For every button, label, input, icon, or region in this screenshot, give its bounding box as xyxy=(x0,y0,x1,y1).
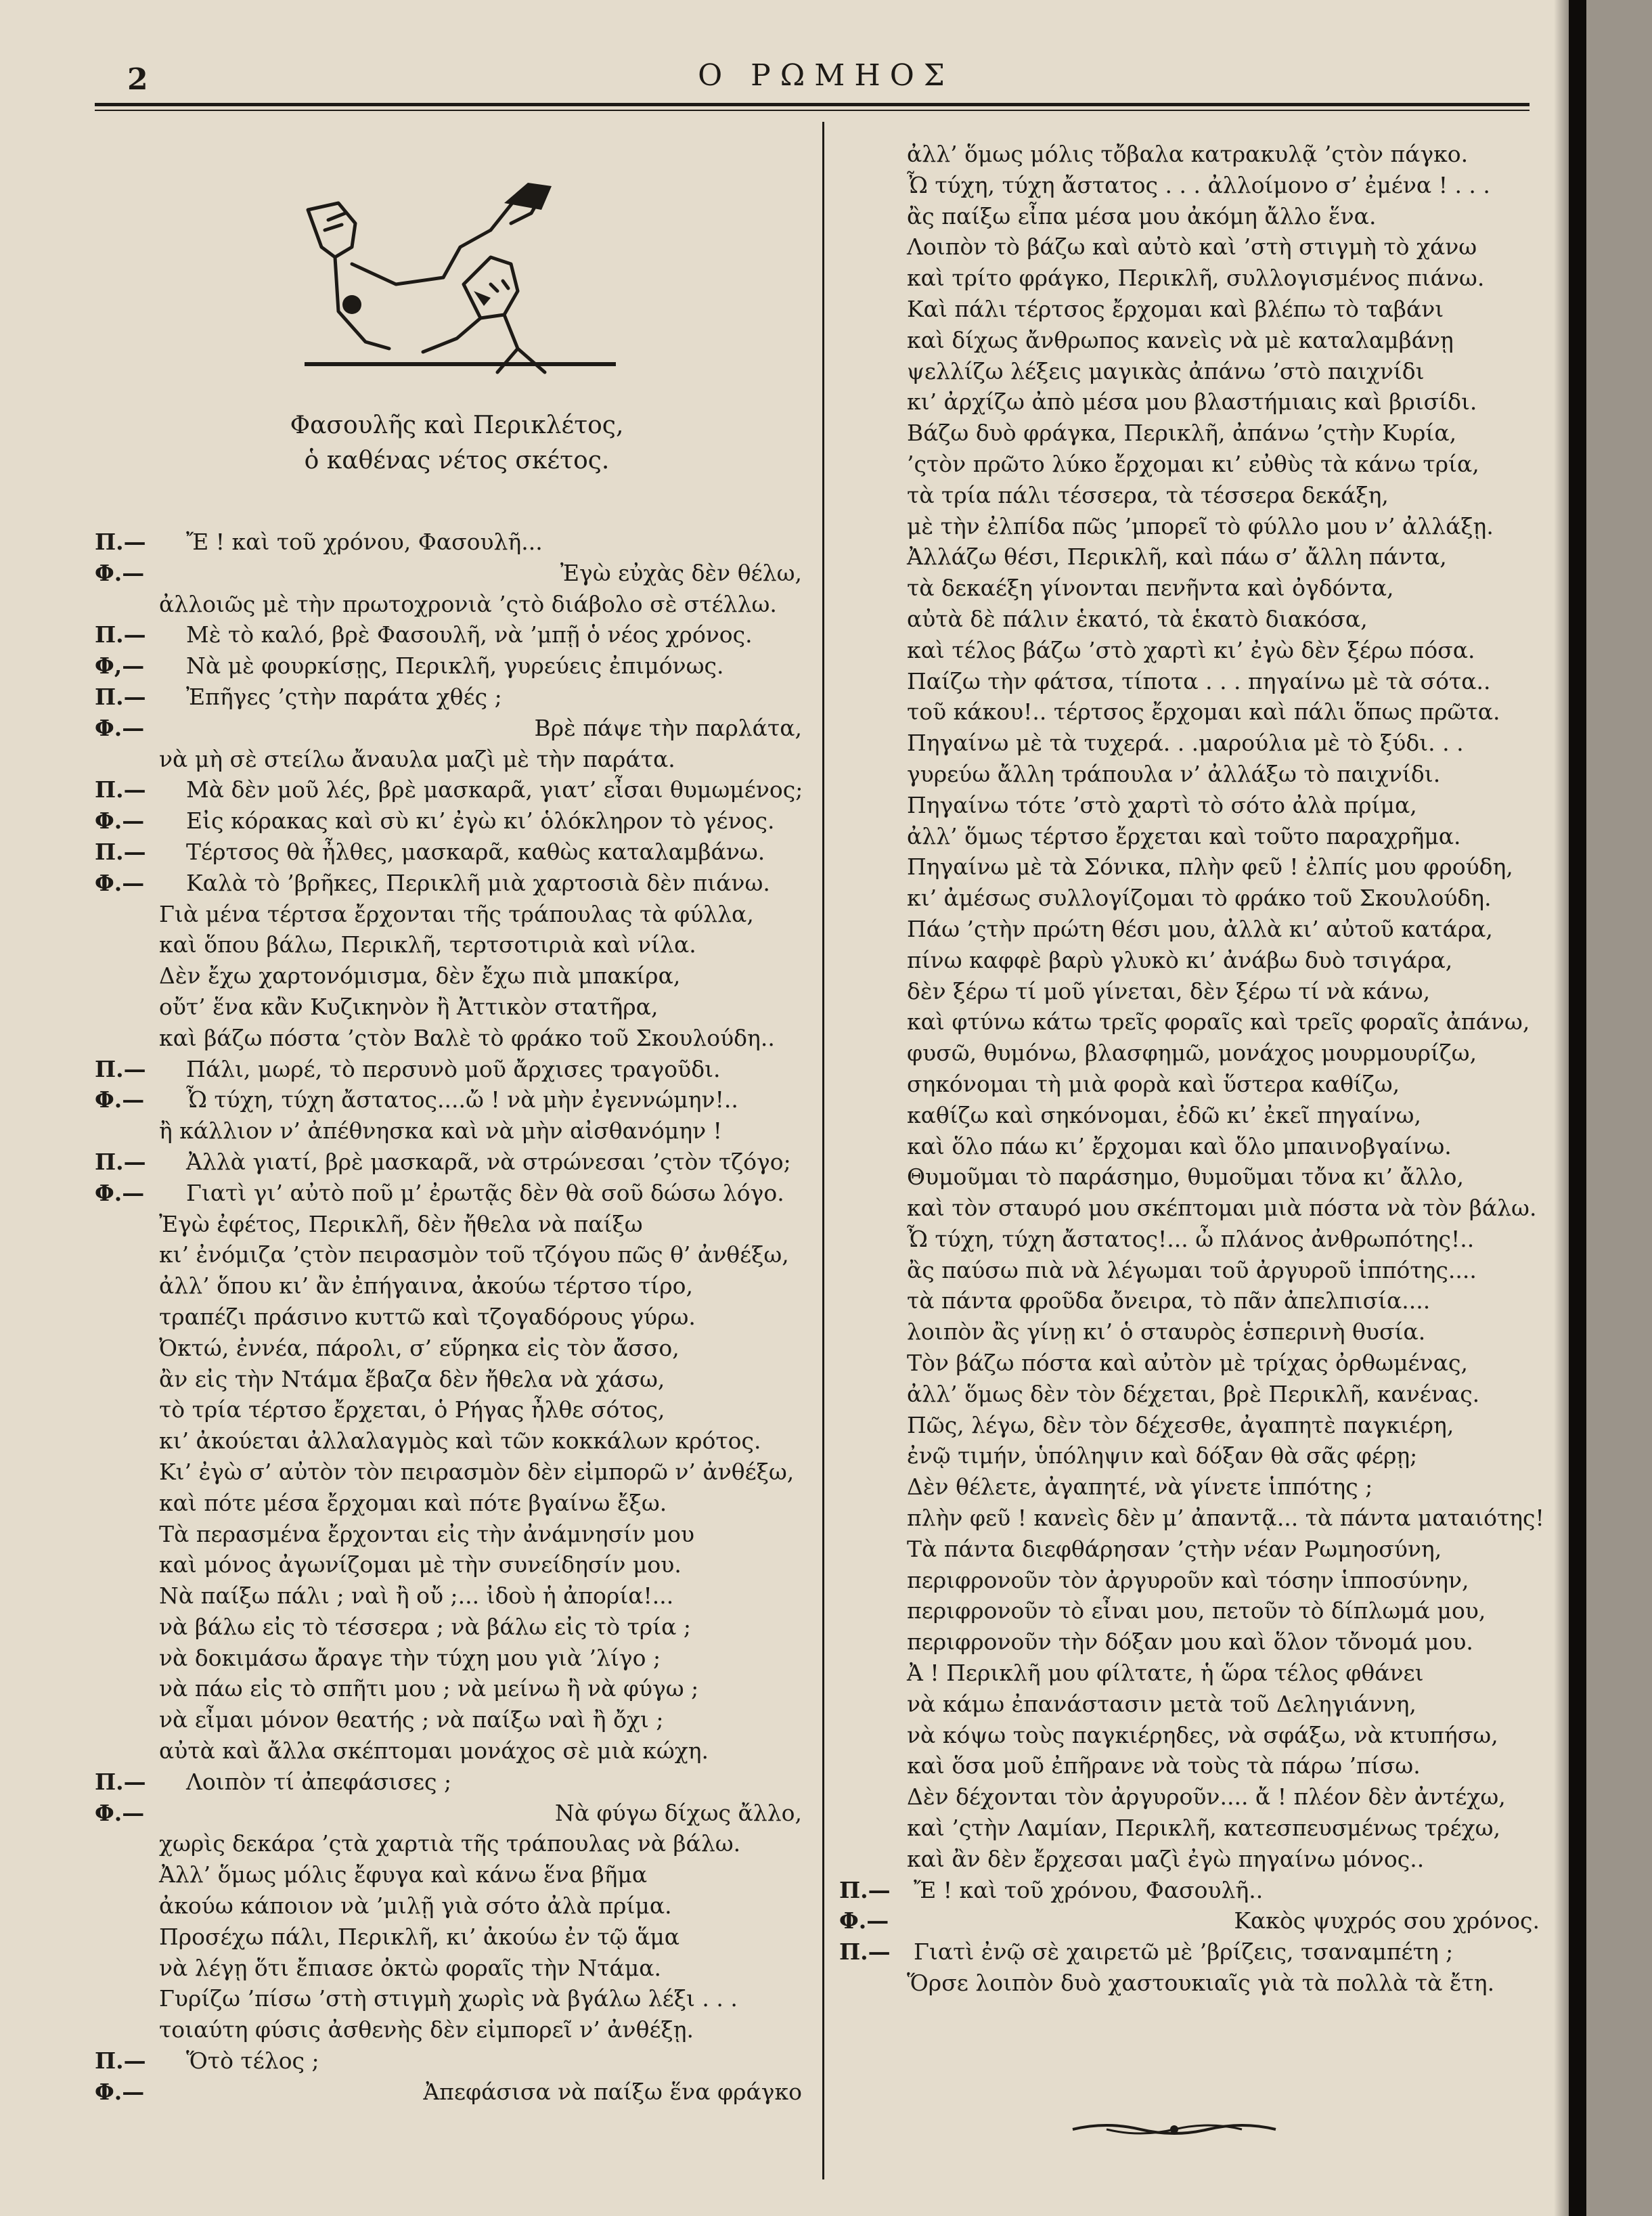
dialogue-line xyxy=(95,1643,809,1674)
dialogue-text: Πάλι, μωρέ, τὸ περσυνὸ μοῦ ἄρχισες τραγοῦδι. xyxy=(186,1055,721,1082)
dialogue-line xyxy=(839,1131,1546,1162)
dialogue-line xyxy=(95,1239,809,1270)
dialogue-line xyxy=(95,1612,809,1643)
dialogue-line xyxy=(839,170,1546,201)
dialogue-line xyxy=(95,1890,809,1922)
dialogue-line xyxy=(839,1905,1546,1936)
dialogue-text: οὔτ’ ἕνα κἂν Κυζικηνὸν ἢ Ἀττικὸν στατῆρα, xyxy=(159,993,658,1020)
dialogue-line xyxy=(839,759,1546,790)
cartoon-illustration xyxy=(288,183,619,406)
dialogue-line xyxy=(839,541,1546,573)
dialogue-line xyxy=(839,1348,1546,1379)
dialogue-line xyxy=(95,1673,809,1704)
dialogue-line xyxy=(839,449,1546,480)
dialogue-line xyxy=(839,1750,1546,1781)
speaker-label: Π.— xyxy=(95,1768,146,1795)
dialogue-line xyxy=(839,1658,1546,1689)
dialogue-text: Ἐγὼ εὐχὰς δὲν θέλω, xyxy=(560,559,802,586)
dialogue-text: Νὰ μὲ φουρκίσῃς, Περικλῆ, γυρεύεις ἐπιμόνως. xyxy=(186,652,724,680)
dialogue-line xyxy=(839,1936,1546,1968)
speaker-label: Π.— xyxy=(95,1055,146,1082)
dialogue-text: Δὲν θέλετε, ἀγαπητέ, νὰ γίνετε ἱππότης ; xyxy=(907,1473,1373,1501)
dialogue-text: Καλὰ τὸ ’βρῆκες, Περικλῆ μιὰ χαρτοσιὰ δὲν πιάνω. xyxy=(186,869,770,896)
dialogue-line xyxy=(95,1425,809,1457)
column-divider xyxy=(822,122,824,2179)
left-column-dialogue xyxy=(95,527,809,2108)
dialogue-text: ἀκούω κάποιον νὰ ’μιλῇ γιὰ σότο ἀλὰ πρίμα. xyxy=(159,1892,672,1920)
dialogue-line xyxy=(839,356,1546,387)
dialogue-text: κι’ ἀμέσως συλλογίζομαι τὸ φράκο τοῦ Σκουλούδη. xyxy=(907,885,1492,912)
dialogue-text: τὰ τρία πάλι τέσσερα, τὰ τέσσερα δεκάξη, xyxy=(907,481,1389,508)
dialogue-text: τραπέζι πράσινο κυττῶ καὶ τζογαδόρους γύρω. xyxy=(159,1303,696,1330)
illustration-baseline xyxy=(305,362,616,366)
dialogue-line xyxy=(839,1534,1546,1565)
dialogue-line xyxy=(839,821,1546,852)
dialogue-text: Ὦ τύχη, τύχη ἄστατος....ὤ ! νὰ μὴν ἐγεννώμην!.. xyxy=(186,1086,738,1113)
dialogue-line xyxy=(839,1781,1546,1813)
dialogue-line xyxy=(95,1457,809,1488)
dialogue-text: Τέρτσος θὰ ἦλθες, μασκαρᾶ, καθὼς καταλαμβάνω. xyxy=(186,838,765,865)
dialogue-line xyxy=(95,1922,809,1953)
illustration-caption-line2: ὁ καθένας νέτος σκέτος. xyxy=(304,447,610,474)
dialogue-text: Καὶ πάλι τέρτσος ἔρχομαι καὶ βλέπω τὸ ταβάνι xyxy=(907,295,1444,322)
dialogue-text: καὶ μόνος ἀγωνίζομαι μὲ τὴν συνείδησίν μου. xyxy=(159,1551,682,1578)
dialogue-text: Ὀκτώ, ἐννέα, πάρολι, σ’ εὕρηκα εἰς τὸν ἄσσο, xyxy=(159,1334,679,1361)
dialogue-line xyxy=(95,1735,809,1767)
dialogue-line xyxy=(839,883,1546,914)
dialogue-line xyxy=(95,1767,809,1798)
dialogue-text: καὶ τὸν σταυρό μου σκέπτομαι μιὰ πόστα νὰ τὸν βάλω. xyxy=(907,1195,1537,1222)
dialogue-text: πλὴν φεῦ ! κανεὶς δὲν μ’ ἀπαντᾷ... τὰ πάντα ματαιότης! xyxy=(907,1505,1544,1532)
dialogue-text: καὶ τρίτο φράγκο, Περικλῆ, συλλογισμένος πιάνω. xyxy=(907,265,1485,292)
dialogue-line xyxy=(839,1410,1546,1441)
dialogue-line xyxy=(95,1549,809,1580)
dialogue-line xyxy=(839,1626,1546,1658)
dialogue-line xyxy=(839,480,1546,511)
dialogue-text: καὶ δίχως ἄνθρωπος κανεὶς νὰ μὲ καταλαμβάνῃ xyxy=(907,326,1454,353)
dialogue-text: Τὸν βάζω πόστα καὶ αὐτὸν μὲ τρίχας ὀρθωμένας, xyxy=(907,1350,1468,1377)
dialogue-line xyxy=(95,1394,809,1425)
dialogue-text: Βάζω δυὸ φράγκα, Περικλῆ, ἀπάνω ’ςτὴν Κυρία, xyxy=(907,420,1457,447)
speaker-label: Φ.— xyxy=(839,1907,889,1934)
dialogue-text: Πῶς, λέγω, δὲν τὸν δέχεσθε, ἀγαπητὲ παγκιέρη, xyxy=(907,1411,1454,1438)
dialogue-text: πίνω καφφὲ βαρὺ γλυκὸ κι’ ἀνάβω δυὸ τσιγάρα, xyxy=(907,946,1453,973)
dialogue-text: Βρὲ πάψε τὴν παρλάτα, xyxy=(534,714,802,741)
dialogue-line xyxy=(95,682,809,713)
dialogue-line xyxy=(839,1875,1546,1906)
dialogue-text: ἀλλ’ ὅμως μόλις τὄβαλα κατρακυλᾷ ’ςτὸν πάγκο. xyxy=(907,141,1469,167)
dialogue-text: ἂς παίξω εἶπα μέσα μου ἀκόμη ἄλλο ἕνα. xyxy=(907,202,1377,229)
dialogue-text: καὶ πότε μέσα ἔρχομαι καὶ πότε βγαίνω ἔξω. xyxy=(159,1489,667,1516)
dialogue-line xyxy=(95,1364,809,1395)
dialogue-text: κι’ ἀκούεται ἀλλαλαγμὸς καὶ τῶν κοκκάλων κρότος. xyxy=(159,1427,761,1455)
dialogue-line xyxy=(839,263,1546,294)
speaker-label: Π.— xyxy=(95,776,146,803)
dialogue-text: αὐτὰ δὲ πάλιν ἑκατό, τὰ ἑκατὸ διακόσα, xyxy=(907,605,1368,632)
dialogue-line xyxy=(95,1519,809,1550)
dialogue-line xyxy=(95,1828,809,1859)
page-binding xyxy=(1569,0,1586,2216)
speaker-label: Π.— xyxy=(95,621,146,648)
page-number: 2 xyxy=(127,62,148,97)
dialogue-text: Μὰ δὲν μοῦ λές, βρὲ μασκαρᾶ, γιατ’ εἶσαι θυμωμένος; xyxy=(186,776,803,803)
dialogue-line xyxy=(95,650,809,682)
dialogue-line xyxy=(95,1115,809,1147)
dialogue-text: καθίζω καὶ σηκόνομαι, ἐδῶ κι’ ἐκεῖ πηγαίνω, xyxy=(907,1101,1421,1128)
dialogue-line xyxy=(95,619,809,650)
dialogue-text: Τὰ περασμένα ἔρχονται εἰς τὴν ἀνάμνησίν μου xyxy=(159,1520,695,1547)
speaker-label: Φ.— xyxy=(95,714,145,741)
dialogue-line xyxy=(95,1023,809,1054)
dialogue-text: περιφρονοῦν τὴν δόξαν μου καὶ ὅλον τὄνομά μου. xyxy=(907,1628,1473,1656)
dialogue-line xyxy=(95,2045,809,2077)
dialogue-text: Ὦ τύχη, τύχη ἄστατος . . . ἀλλοίμονο σ’ ἐμένα ! . . . xyxy=(907,171,1490,198)
dialogue-line xyxy=(95,1798,809,1829)
dialogue-line xyxy=(839,1440,1546,1471)
dialogue-text: Ἔ ! καὶ τοῦ χρόνου, Φασουλῆ... xyxy=(186,529,543,555)
dialogue-text: ’ςτὸν πρῶτο λύκο ἔρχομαι κι’ εὐθὺς τὰ κάνω τρία, xyxy=(907,450,1479,477)
dialogue-text: καὶ τέλος βάζω ’στὸ χαρτὶ κι’ ἐγὼ δὲν ξέρω πόσα. xyxy=(907,636,1475,663)
dialogue-text: ψελλίζω λέξεις μαγικὰς ἀπάνω ’στὸ παιχνίδι xyxy=(907,357,1425,384)
dialogue-text: περιφρονοῦν τὸν ἀργυροῦν καὶ τόσην ἱπποσύνην, xyxy=(907,1566,1469,1593)
dialogue-line xyxy=(95,868,809,899)
dialogue-line xyxy=(839,294,1546,325)
dialogue-line xyxy=(839,1565,1546,1596)
dialogue-line xyxy=(95,774,809,805)
dialogue-line xyxy=(95,805,809,837)
dialogue-line xyxy=(839,573,1546,604)
dialogue-text: Τὰ πάντα διεφθάρησαν ’ςτὴν νέαν Ρωμηοσύνη, xyxy=(907,1535,1442,1562)
dialogue-line xyxy=(839,666,1546,697)
dialogue-line xyxy=(839,976,1546,1007)
header-rule-thin xyxy=(95,110,1530,111)
dialogue-line xyxy=(839,139,1546,170)
speaker-label: Φ.— xyxy=(95,1179,145,1206)
dialogue-text: Πηγαίνω μὲ τὰ Σόνικα, πλὴν φεῦ ! ἐλπίς μου φρούδη, xyxy=(907,854,1513,881)
dialogue-text: Ἀλλ’ ὅμως μόλις ἔφυγα καὶ κάνω ἕνα βῆμα xyxy=(159,1861,648,1888)
dialogue-text: κι’ ἐνόμιζα ’ςτὸν πειρασμὸν τοῦ τζόγου πῶς θ’ ἀνθέξω, xyxy=(159,1241,789,1268)
dialogue-line xyxy=(839,851,1546,883)
dialogue-text: Πάω ’ςτὴν πρώτη θέσι μου, ἀλλὰ κι’ αὐτοῦ κατάρα, xyxy=(907,915,1493,942)
speaker-label: Π.— xyxy=(95,2047,146,2075)
dialogue-line xyxy=(95,929,809,960)
dialogue-text: ἀλλ’ ὅπου κι’ ἂν ἐπήγαινα, ἀκούω τέρτσο τίρο, xyxy=(159,1272,693,1300)
dialogue-line xyxy=(839,1224,1546,1255)
dialogue-text: Κακὸς ψυχρός σου χρόνος. xyxy=(1234,1907,1540,1934)
dialogue-line xyxy=(839,1193,1546,1224)
dialogue-text: Ἔ ! καὶ τοῦ χρόνου, Φασουλῆ.. xyxy=(914,1876,1264,1903)
dialogue-text: Εἰς κόρακας καὶ σὺ κι’ ἐγὼ κι’ ὁλόκληρον τὸ γένος. xyxy=(186,807,775,835)
dialogue-text: νὰ μὴ σὲ στείλω ἄναυλα μαζὶ μὲ τὴν παράτα. xyxy=(159,745,675,772)
dialogue-text: Κι’ ἐγὼ σ’ αὐτὸν τὸν πειρασμὸν δὲν εἰμπορῶ ν’ ἀνθέξω, xyxy=(159,1458,795,1485)
dialogue-text: Δὲν δέχονται τὸν ἀργυροῦν.... ἄ ! πλέον δὲν ἀντέχω, xyxy=(907,1783,1506,1811)
dialogue-line xyxy=(839,790,1546,821)
dialogue-text: Λοιπὸν τί ἀπεφάσισες ; xyxy=(186,1768,452,1795)
dialogue-text: καὶ βάζω πόστα ’ςτὸν Βαλὲ τὸ φράκο τοῦ Σκουλούδη.. xyxy=(159,1024,775,1051)
dialogue-line xyxy=(839,1285,1546,1316)
dialogue-line xyxy=(95,1084,809,1115)
dialogue-text: λοιπὸν ἂς γίνῃ κι’ ὁ σταυρὸς ἑσπερινὴ θυσία. xyxy=(907,1318,1426,1346)
dialogue-text: Ὅρσε λοιπὸν δυὸ χαστουκιαῖς γιὰ τὰ πολλὰ τὰ ἔτη. xyxy=(907,1970,1495,1997)
dialogue-text: Ἀλλάζω θέσι, Περικλῆ, καὶ πάω σ’ ἄλλη πάντα, xyxy=(907,544,1447,571)
speaker-label: Φ.— xyxy=(95,869,145,896)
speaker-label: Π.— xyxy=(95,683,146,710)
dialogue-text: καὶ ’ςτὴν Λαμίαν, Περικλῆ, κατεσπευσμένως τρέχω, xyxy=(907,1815,1501,1842)
dialogue-text: γυρεύω ἄλλη τράπουλα ν’ ἀλλάξω τὸ παιχνίδι. xyxy=(907,760,1441,787)
dialogue-line xyxy=(839,1813,1546,1844)
dialogue-text: Ὅτὸ τέλος ; xyxy=(186,2047,319,2075)
dialogue-text: καὶ ὅλο πάω κι’ ἔρχομαι καὶ ὅλο μπαινοβγαίνω. xyxy=(907,1132,1452,1159)
dialogue-text: καὶ ἂν δὲν ἔρχεσαι μαζὶ ἐγὼ πηγαίνω μόνος.. xyxy=(907,1845,1425,1872)
dialogue-line xyxy=(839,604,1546,635)
dialogue-text: Ἀ ! Περικλῆ μου φίλτατε, ἡ ὥρα τέλος φθάνει xyxy=(907,1660,1424,1687)
dialogue-line xyxy=(839,1471,1546,1503)
dialogue-line xyxy=(839,1100,1546,1131)
speaker-label: Π.— xyxy=(95,838,146,865)
dialogue-line xyxy=(95,744,809,775)
dialogue-line xyxy=(95,1704,809,1735)
page-margin-shadow xyxy=(1586,0,1652,2216)
dialogue-line xyxy=(839,1069,1546,1100)
dialogue-line xyxy=(839,914,1546,945)
dialogue-text: ἀλλοιῶς μὲ τὴν πρωτοχρονιὰ ’ςτὸ διάβολο σὲ στέλλω. xyxy=(159,590,777,617)
dialogue-line xyxy=(839,635,1546,666)
dialogue-text: νὰ πάω εἰς τὸ σπῆτι μου ; νὰ μείνω ἢ νὰ φύγω ; xyxy=(159,1675,699,1702)
dialogue-text: ἂν εἰς τὴν Ντάμα ἔβαζα δὲν ἤθελα νὰ χάσω, xyxy=(159,1365,665,1392)
dialogue-text: ἀλλ’ ὅμως τέρτσο ἔρχεται καὶ τοῦτο παραχρῆμα. xyxy=(907,822,1461,849)
dialogue-text: σηκόνομαι τὴ μιὰ φορὰ καὶ ὕστερα καθίζω, xyxy=(907,1070,1400,1097)
speaker-label: Π.— xyxy=(95,1148,146,1175)
dialogue-text: Πηγαίνω μὲ τὰ τυχερά. . .μαρούλια μὲ τὸ ξύδι. . . xyxy=(907,730,1464,757)
dialogue-line xyxy=(839,325,1546,356)
dialogue-text: Λοιπὸν τὸ βάζω καὶ αὐτὸ καὶ ’στὴ στιγμὴ τὸ χάνω xyxy=(907,234,1477,261)
dialogue-line xyxy=(95,1333,809,1364)
dialogue-text: Ἐπῆγες ’ςτὴν παράτα χθές ; xyxy=(186,683,502,710)
dialogue-text: Νὰ φύγω δίχως ἄλλο, xyxy=(554,1799,802,1826)
dialogue-line xyxy=(95,1209,809,1240)
dialogue-line xyxy=(95,960,809,992)
dialogue-line xyxy=(95,899,809,930)
dialogue-text: περιφρονοῦν τὸ εἶναι μου, πετοῦν τὸ δίπλωμά μου, xyxy=(907,1597,1486,1624)
dialogue-line xyxy=(839,418,1546,449)
dialogue-line xyxy=(839,728,1546,759)
dialogue-text: ἀλλ’ ὅμως δὲν τὸν δέχεται, βρὲ Περικλῆ, κανένας. xyxy=(907,1380,1480,1407)
dialogue-text: Γιατὶ γι’ αὐτὸ ποῦ μ’ ἐρωτᾷς δὲν θὰ σοῦ δώσω λόγο. xyxy=(186,1179,784,1206)
dialogue-text: τοῦ κάκου!.. τέρτσος ἔρχομαι καὶ πάλι ὅπως πρῶτα. xyxy=(907,699,1500,726)
dialogue-line xyxy=(95,992,809,1023)
dialogue-text: τοιαύτη φύσις ἀσθενὴς δὲν εἰμπορεῖ ν’ ἀνθέξῃ. xyxy=(159,2016,694,2043)
dialogue-line xyxy=(95,2014,809,2045)
dialogue-line xyxy=(95,1302,809,1333)
dialogue-text: καὶ φτύνω κάτω τρεῖς φοραῖς καὶ τρεῖς φοραῖς ἀπάνω, xyxy=(907,1009,1530,1036)
dialogue-text: Παίζω τὴν φάτσα, τίποτα . . . πηγαίνω μὲ τὰ σότα.. xyxy=(907,667,1491,694)
dialogue-text: ἂς παύσω πιὰ νὰ λέγωμαι τοῦ ἀργυροῦ ἱππότης.... xyxy=(907,1256,1477,1283)
dialogue-line xyxy=(839,1720,1546,1751)
dialogue-text: νὰ λέγῃ ὅτι ἔπιασε ὀκτὼ φοραῖς τὴν Ντάμα. xyxy=(159,1954,662,1981)
dialogue-line xyxy=(95,713,809,744)
dialogue-text: χωρὶς δεκάρα ’ςτὰ χαρτιὰ τῆς τράπουλας νὰ βάλω. xyxy=(159,1830,741,1857)
dialogue-line xyxy=(839,1006,1546,1038)
dialogue-text: φυσῶ, θυμόνω, βλασφημῶ, μονάχος μουρμουρίζω, xyxy=(907,1040,1477,1067)
dialogue-line xyxy=(839,1316,1546,1348)
dialogue-text: νὰ εἶμαι μόνον θεατής ; νὰ παίξω ναὶ ἢ ὄχι ; xyxy=(159,1706,664,1733)
dialogue-text: αὐτὰ καὶ ἄλλα σκέπτομαι μονάχος σὲ μιὰ κώχη. xyxy=(159,1737,709,1765)
dialogue-text: νὰ κόψω τοὺς παγκιέρηδες, νὰ σφάξω, νὰ κτυπήσω, xyxy=(907,1721,1498,1748)
dialogue-text: ἐνῷ τιμήν, ὑπόληψιν καὶ δόξαν θὰ σᾶς φέρῃ; xyxy=(907,1442,1418,1469)
dialogue-text: Δὲν ἔχω χαρτονόμισμα, δὲν ἔχω πιὰ μπακίρα, xyxy=(159,962,681,990)
dialogue-text: νὰ δοκιμάσω ἄραγε τὴν τύχη μου γιὰ ’λίγο ; xyxy=(159,1644,661,1671)
dialogue-line xyxy=(839,1968,1546,1999)
dialogue-text: Γιατὶ ἐνῷ σὲ χαιρετῶ μὲ ’βρίζεις, τσαναμπέτη ; xyxy=(914,1938,1454,1966)
dialogue-line xyxy=(839,1503,1546,1534)
dialogue-text: καὶ ὅσα μοῦ ἐπῆρανε νὰ τοὺς τὰ πάρω ’πίσω. xyxy=(907,1752,1421,1779)
dialogue-line xyxy=(95,1178,809,1209)
dialogue-text: μὲ τὴν ἐλπίδα πῶς ’μπορεῖ τὸ φύλλο μου ν’ ἀλλάξῃ. xyxy=(907,512,1494,539)
header-rule xyxy=(95,103,1530,106)
dialogue-line xyxy=(839,1595,1546,1626)
dialogue-line xyxy=(95,589,809,620)
dialogue-text: νὰ κάμω ἐπανάστασιν μετὰ τοῦ Δεληγιάννη, xyxy=(907,1690,1416,1717)
dialogue-text: Γυρίζω ’πίσω ’στὴ στιγμὴ χωρὶς νὰ βγάλω λέξι . . . xyxy=(159,1985,738,2012)
dialogue-text: Προσέχω πάλι, Περικλῆ, κι’ ἀκούω ἐν τῷ ἅμα xyxy=(159,1923,680,1950)
dialogue-line xyxy=(839,1844,1546,1875)
dialogue-line xyxy=(839,696,1546,728)
dialogue-line xyxy=(839,201,1546,232)
dialogue-line xyxy=(839,1689,1546,1720)
speaker-label: Φ.— xyxy=(95,2078,145,2105)
dialogue-text: Θυμοῦμαι τὸ παράσημο, θυμοῦμαι τὄνα κι’ ἄλλο, xyxy=(907,1164,1464,1191)
dialogue-text: Πηγαίνω τότε ’στὸ χαρτὶ τὸ σότο ἀλὰ πρίμα, xyxy=(907,791,1417,818)
speaker-label: Φ.— xyxy=(95,807,145,835)
dialogue-text: δὲν ξέρω τί μοῦ γίνεται, δὲν ξέρω τί νὰ κάνω, xyxy=(907,977,1431,1004)
dialogue-text: τὸ τρία τέρτσο ἔρχεται, ὁ Ρήγας ἦλθε σότος, xyxy=(159,1396,665,1423)
dialogue-text: νὰ βάλω εἰς τὸ τέσσερα ; νὰ βάλω εἰς τὸ τρία ; xyxy=(159,1613,692,1640)
speaker-label: Φ.— xyxy=(95,1799,145,1826)
dialogue-line xyxy=(839,1379,1546,1410)
speaker-label: Π.— xyxy=(839,1876,891,1903)
dialogue-text: καὶ ὅπου βάλω, Περικλῆ, τερτσοτιριὰ καὶ νίλα. xyxy=(159,931,696,958)
speaker-label: Π.— xyxy=(839,1938,891,1966)
dialogue-text: τὰ δεκαέξη γίνονται πενῆντα καὶ ὀγδόντα, xyxy=(907,575,1394,602)
masthead-title: Ο ΡΩΜΗΟΣ xyxy=(698,58,954,93)
dialogue-text: Νὰ παίξω πάλι ; ναὶ ἢ οὔ ;... ἰδοὺ ἡ ἀπορία!... xyxy=(159,1582,674,1610)
dialogue-line xyxy=(839,945,1546,976)
binding-edge-shadow xyxy=(1554,0,1569,2216)
dialogue-line xyxy=(95,1270,809,1302)
dialogue-line xyxy=(95,1953,809,1984)
dialogue-line xyxy=(839,386,1546,418)
dialogue-line xyxy=(95,2077,809,2108)
right-column-dialogue xyxy=(839,139,1546,1999)
dialogue-text: Ὦ τύχη, τύχη ἄστατος!... ὦ πλάνος ἀνθρωπότης!.. xyxy=(907,1225,1475,1252)
dialogue-line xyxy=(839,1255,1546,1286)
dialogue-line xyxy=(95,1054,809,1085)
dialogue-line xyxy=(95,527,809,558)
dialogue-line xyxy=(95,1488,809,1519)
dialogue-text: Γιὰ μένα τέρτσα ἔρχονται τῆς τράπουλας τὰ φύλλα, xyxy=(159,900,754,927)
speaker-label: Φ.— xyxy=(95,1086,145,1113)
illustration-caption-line1: Φασουλῆς καὶ Περικλέτος, xyxy=(290,412,624,439)
dialogue-line xyxy=(839,1038,1546,1069)
dialogue-line xyxy=(95,1983,809,2014)
dialogue-line xyxy=(95,837,809,868)
dialogue-line xyxy=(95,1859,809,1890)
speaker-label: Φ,— xyxy=(95,652,145,680)
dialogue-line xyxy=(95,1147,809,1178)
dialogue-line xyxy=(95,558,809,589)
closing-ornament xyxy=(1066,2120,1282,2139)
dialogue-text: Ἀπεφάσισα νὰ παίξω ἕνα φράγκο xyxy=(423,2078,802,2105)
dialogue-text: ἢ κάλλιον ν’ ἀπέθνησκα καὶ νὰ μὴν αἰσθανόμην ! xyxy=(159,1117,722,1145)
dialogue-text: κι’ ἀρχίζω ἀπὸ μέσα μου βλαστήμιαις καὶ βρισίδι. xyxy=(907,389,1477,416)
speaker-label: Φ.— xyxy=(95,559,145,586)
dialogue-text: τὰ πάντα φροῦδα ὄνειρα, τὸ πᾶν ἀπελπισία.... xyxy=(907,1287,1431,1314)
dialogue-line xyxy=(839,1161,1546,1193)
dialogue-text: Ἀλλὰ γιατί, βρὲ μασκαρᾶ, νὰ στρώνεσαι ’ςτὸν τζόγο; xyxy=(186,1148,791,1175)
dialogue-line xyxy=(95,1580,809,1612)
dialogue-text: Μὲ τὸ καλό, βρὲ Φασουλῆ, νὰ ’μπῇ ὁ νέος χρόνος. xyxy=(186,621,753,648)
speaker-label: Π.— xyxy=(95,529,146,555)
dialogue-line xyxy=(839,231,1546,263)
dialogue-text: Ἐγὼ ἐφέτος, Περικλῆ, δὲν ἤθελα νὰ παίξω xyxy=(159,1210,643,1237)
dialogue-line xyxy=(839,511,1546,542)
